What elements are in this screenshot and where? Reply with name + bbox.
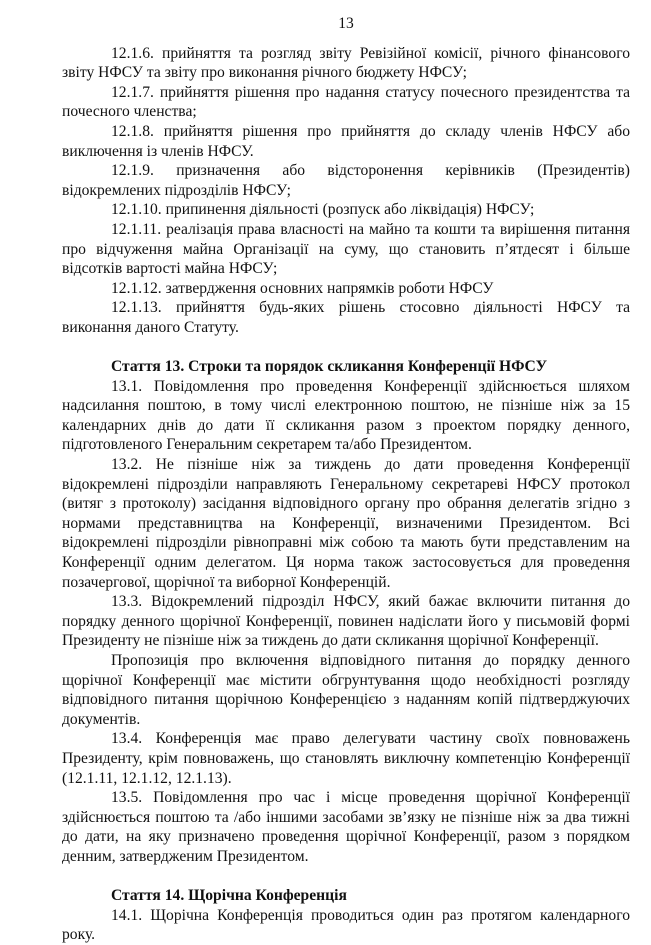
clause-12-1-11: 12.1.11. реалізація права власності на майно та кошти та вирішення питання про відчуження майна Організації на суму, що становить п’ятдесят і більше відсотків вартості майна НФСУ;	[62, 220, 630, 278]
clause-12-1-10: 12.1.10. припинення діяльності (розпуск або ліквідація) НФСУ;	[111, 201, 535, 219]
clause-12-1-13: 12.1.13. прийняття будь-яких рішень стосовно діяльності НФСУ та виконання даного Статуту.	[62, 299, 630, 336]
document-page	[62, 14, 630, 945]
clause-13-1: 13.1. Повідомлення про проведення Конференції здійснюється шляхом надсилання поштою, в тому числі електронною поштою, не пізніше ніж за 15 календарних днів до дати її скликання разом з проектом порядку денного, підготовленого Генеральним секретарем та/або Президентом.	[62, 377, 630, 454]
clause-13-5: 13.5. Повідомлення про час і місце проведення щорічної Конференції здійснюється поштою та /або іншими засобами зв’язку не пізніше ніж за два тижні до дати, на яку призначено проведення щорічної Конференції, разом з порядком денним, затвердженим Президентом.	[62, 789, 630, 865]
article-14-heading: Стаття 14. Щорічна Конференція	[111, 887, 347, 905]
clause-13-2: 13.2. Не пізніше ніж за тиждень до дати проведення Конференції відокремлені підрозділи направляють Генеральному секретареві НФСУ протокол (витяг з протоколу) засідання відповідного органу про обрання делегатів згідно з нормами представництва на Конференції, визначеними Президентом. Всі відокремлені підрозділи рівноправні між собою та мають бути представленим на Конференції одним делегатом. Ця норма також застосовується для проведення позачергової, щорічної та виборної Конференцій.	[62, 456, 630, 591]
clause-12-1-6: 12.1.6. прийняття та розгляд звіту Ревізійної комісії, річного фінансового звіту НФСУ та звіту про виконання річного бюджету НФСУ;	[62, 44, 630, 82]
clause-12-1-7: 12.1.7. прийняття рішення про надання статусу почесного президентства та почесного членства;	[62, 83, 630, 121]
article-14	[62, 886, 630, 945]
clause-12-1-12: 12.1.12. затвердження основних напрямків роботи НФСУ	[111, 279, 494, 297]
article-13	[62, 357, 630, 866]
article-13-heading: Стаття 13. Строки та порядок скликання Конференції НФСУ	[111, 358, 548, 376]
clause-14-1: 14.1. Щорічна Конференція проводиться один раз протягом календарного року.	[62, 906, 630, 944]
page-number: 13	[338, 15, 354, 32]
clause-12-1-8: 12.1.8. прийняття рішення про прийняття до складу членів НФСУ або виключення із членів НФСУ.	[62, 122, 630, 160]
clause-12-1-9: 12.1.9. призначення або відсторонення керівників (Президентів) відокремлених підрозділів НФСУ;	[62, 162, 630, 199]
clause-13-3: 13.3. Відокремлений підрозділ НФСУ, який бажає включити питання до порядку денного щорічної Конференції, повинен надіслати його у письмовій формі Президенту не пізніше ніж за тиждень до дати скликання щорічної Конференції.	[62, 593, 630, 650]
clause-13-4: 13.4. Конференція має право делегувати частину своїх повноважень Президенту, крім повноважень, що становлять виключну компетенцію Конференції (12.1.11, 12.1.12, 12.1.13).	[62, 730, 630, 787]
clause-13-3-proposal: Пропозиція про включення відповідного питання до порядку денного щорічної Конференції має містити обгрунтування щодо необхідності розгляду відповідного питання щорічною Конференцією з наданням копій підтверджуючих документів.	[62, 652, 630, 728]
section-12-items	[62, 44, 630, 338]
